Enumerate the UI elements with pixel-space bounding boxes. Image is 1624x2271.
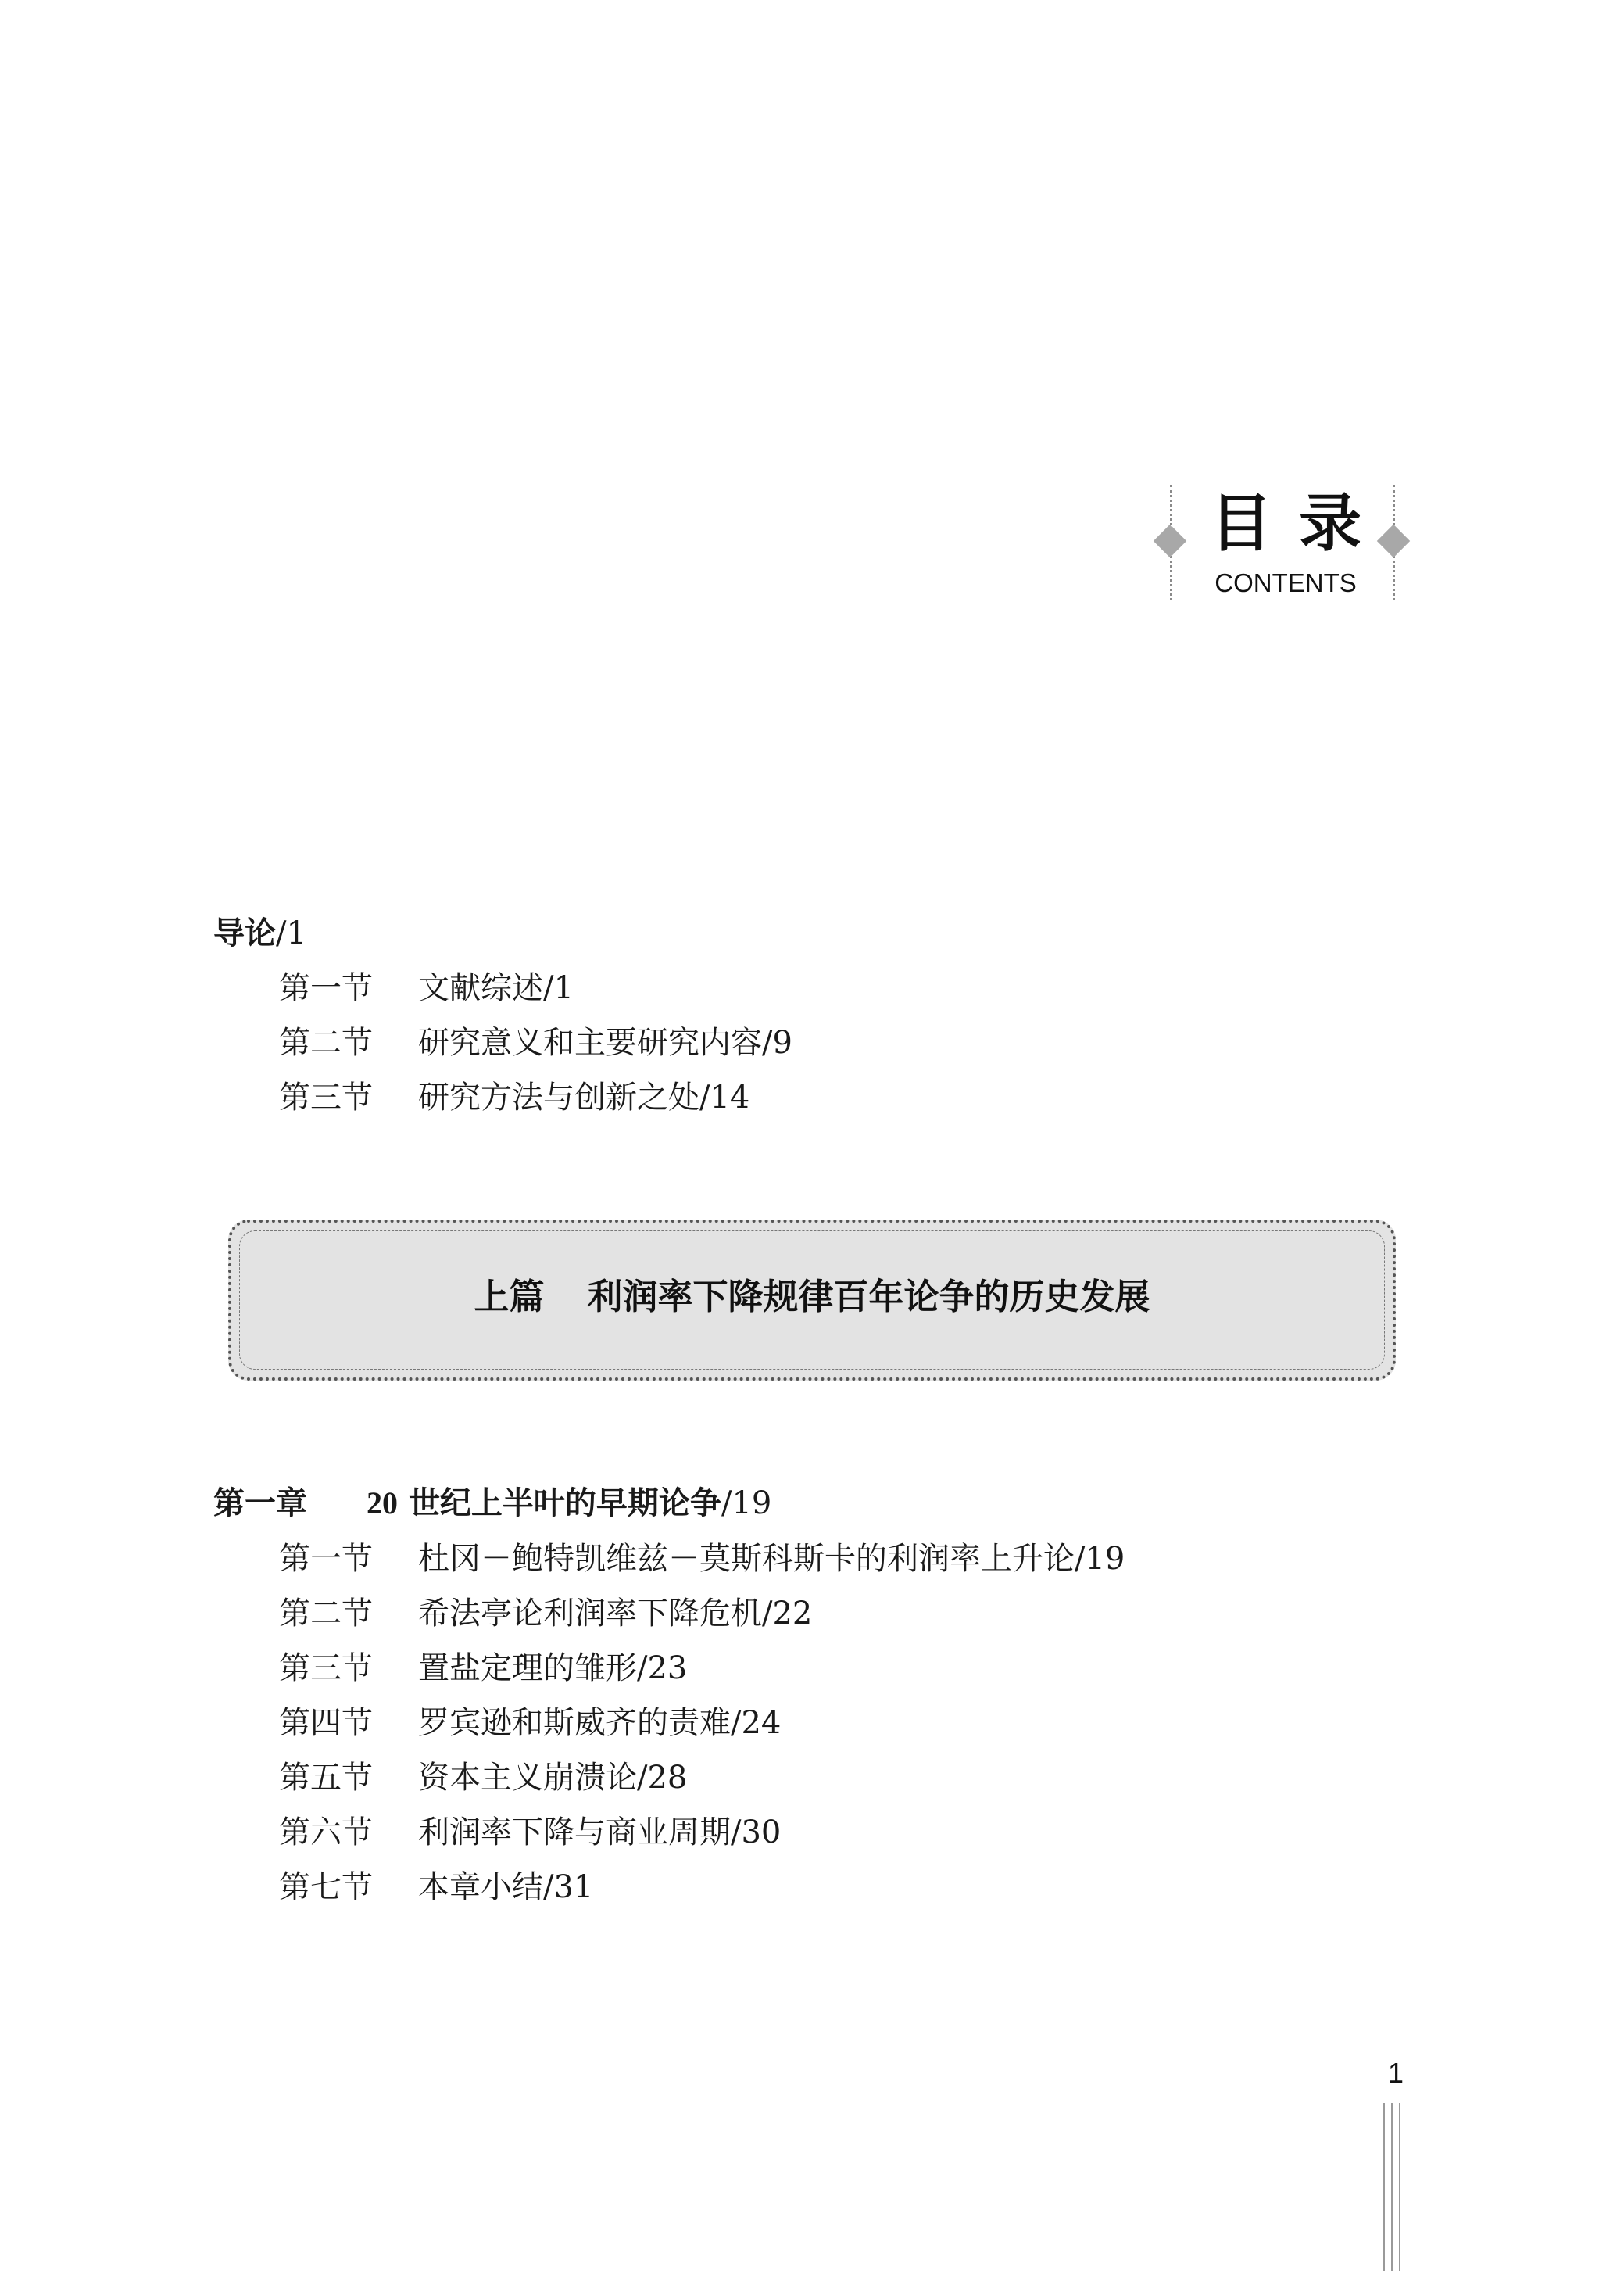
section-number: 第五节 <box>279 1760 373 1796</box>
section-number: 第一节 <box>279 970 373 1006</box>
toc-entry-section[interactable] <box>279 1537 1125 1581</box>
section-page: /19 <box>1075 1541 1125 1577</box>
contents-title: 目录 <box>1210 487 1388 560</box>
toc-entry-section[interactable] <box>279 1701 781 1745</box>
section-title: 本章小结 <box>418 1869 543 1905</box>
toc-entry-section[interactable] <box>279 1646 687 1690</box>
section-page: /1 <box>543 970 574 1006</box>
toc-entry-section[interactable] <box>279 966 574 1010</box>
section-number: 第七节 <box>279 1869 373 1905</box>
section-title: 利润率下降与商业周期 <box>418 1814 731 1850</box>
page-edge-line <box>1383 2103 1385 2271</box>
section-title: 希法亭论利润率下降危机 <box>418 1596 762 1632</box>
page-edge-line <box>1391 2103 1393 2271</box>
part-name: 利润率下降规律百年论争的历史发展 <box>587 1276 1150 1317</box>
section-page: /24 <box>731 1705 782 1741</box>
page-edge-line <box>1399 2103 1400 2271</box>
toc-entry-section[interactable] <box>279 1811 781 1854</box>
toc-entry-introduction[interactable] <box>213 912 306 955</box>
section-title: 文献综述 <box>418 970 543 1006</box>
entry-title: 导论 <box>213 915 276 951</box>
part-title <box>231 1270 1393 1324</box>
chapter-title: 世纪上半叶的早期论争 <box>408 1485 721 1521</box>
toc-entry-section[interactable] <box>279 1076 749 1119</box>
section-number: 第二节 <box>279 1025 373 1061</box>
chapter-page: /19 <box>721 1485 772 1521</box>
section-number: 第三节 <box>279 1650 373 1686</box>
section-page: /30 <box>731 1814 782 1850</box>
section-title: 杜冈－鲍特凯维兹－莫斯科斯卡的利润率上升论 <box>418 1541 1075 1577</box>
toc-entry-section[interactable] <box>279 1021 792 1065</box>
toc-entry-chapter[interactable] <box>213 1481 771 1525</box>
part-label: 上篇 <box>474 1276 545 1317</box>
part-banner <box>228 1220 1396 1381</box>
toc-entry-section[interactable] <box>279 1865 593 1909</box>
section-title: 资本主义崩溃论 <box>418 1760 637 1796</box>
section-page: /23 <box>637 1650 688 1686</box>
section-page: /22 <box>762 1596 813 1632</box>
page-number: 1 <box>1387 2057 1404 2089</box>
section-number: 第三节 <box>279 1080 373 1116</box>
chapter-number: 第一章 <box>213 1485 307 1521</box>
section-page: /28 <box>637 1760 688 1796</box>
contents-subtitle: CONTENTS <box>1214 568 1357 597</box>
toc-entry-section[interactable] <box>279 1756 687 1800</box>
section-title: 研究方法与创新之处 <box>418 1080 699 1116</box>
section-number: 第四节 <box>279 1705 373 1741</box>
section-number: 第二节 <box>279 1596 373 1632</box>
section-number: 第六节 <box>279 1814 373 1850</box>
entry-page: /1 <box>276 915 306 951</box>
section-title: 罗宾逊和斯威齐的责难 <box>418 1705 731 1741</box>
section-title: 置盐定理的雏形 <box>418 1650 637 1686</box>
section-page: /9 <box>762 1025 792 1061</box>
section-title: 研究意义和主要研究内容 <box>418 1025 762 1061</box>
section-page: /31 <box>543 1869 594 1905</box>
section-page: /14 <box>699 1080 750 1116</box>
toc-entry-section[interactable] <box>279 1592 812 1635</box>
chapter-title-lead: 20 <box>367 1485 398 1521</box>
section-number: 第一节 <box>279 1541 373 1577</box>
